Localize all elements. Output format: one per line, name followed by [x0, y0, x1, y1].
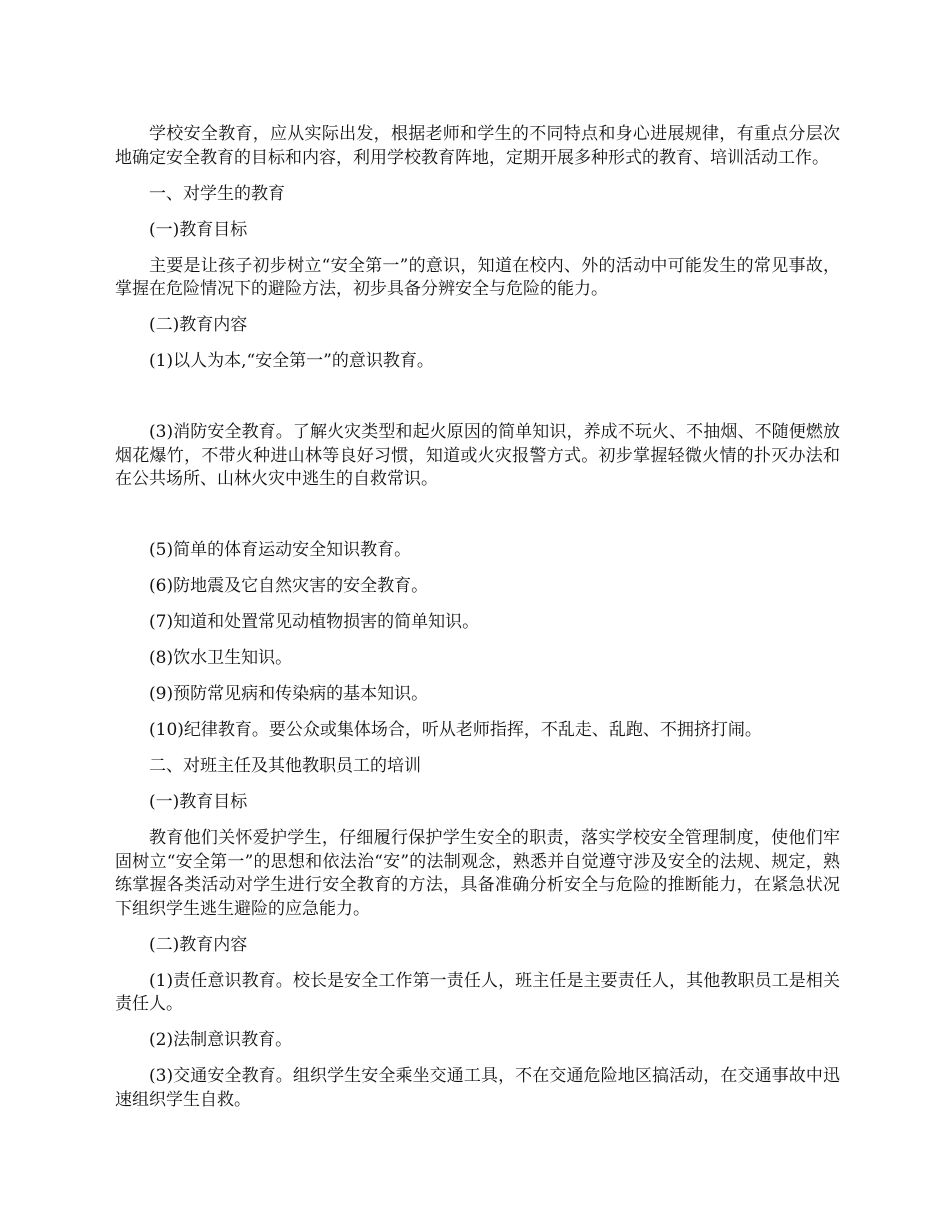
subheading-goals: (一)教育目标	[149, 219, 248, 240]
list-item: (5)简单的体育运动安全知识教育。	[149, 540, 412, 560]
subheading-content: (二)教育内容	[149, 315, 248, 335]
document-body	[115, 123, 840, 1125]
list-item: (3)消防安全教育。了解火灾类型和起火原因的简单知识，养成不玩火、不抽烟、不随便燃放烟花爆竹，不带火种进山林等良好习惯，知道或火灾报警方式。初步掌握轻微火情的扑灭办法和在公共场所、山林火灾中逃生的自救常识。	[115, 422, 840, 489]
list-item: (10)纪律教育。要公众或集体场合，听从老师指挥，不乱走、乱跑、不拥挤打闹。	[149, 720, 762, 740]
subheading-content: (二)教育内容	[149, 934, 248, 955]
list-item: (6)防地震及它自然灾害的安全教育。	[149, 576, 429, 596]
list-item: (8)饮水卫生知识。	[149, 648, 293, 668]
paragraph-staff-goals: 教育他们关怀爱护学生，仔细履行保护学生安全的职责，落实学校安全管理制度，使他们牢固树立“安全第一”的思想和依法治“安”的法制观念，熟悉并自觉遵守涉及安全的法规、规定，熟练掌握各类活动对学生进行安全教育的方法，具备准确分析安全与危险的推断能力，在紧急状况下组织学生逃生避险的应急能力。	[115, 828, 840, 919]
paragraph-student-goals: 主要是让孩子初步树立“安全第一”的意识，知道在校内、外的活动中可能发生的常见事故，掌握在危险情况下的避险方法，初步具备分辨安全与危险的能力。	[115, 255, 840, 299]
list-item: (1)以人为本,“安全第一”的意识教育。	[149, 351, 434, 371]
list-item: (9)预防常见病和传染病的基本知识。	[149, 684, 429, 704]
subheading-goals: (一)教育目标	[149, 792, 248, 812]
intro-paragraph: 学校安全教育，应从实际出发，根据老师和学生的不同特点和身心进展规律，有重点分层次地确定安全教育的目标和内容，利用学校教育阵地，定期开展多种形式的教育、培训活动工作。	[115, 124, 840, 168]
list-item: (7)知道和处置常见动植物损害的简单知识。	[149, 612, 480, 632]
section-heading-staff: 二、对班主任及其他教职员工的培训	[149, 756, 421, 776]
list-item: (1)责任意识教育。校长是安全工作第一责任人，班主任是主要责任人，其他教职员工是相关责任人。	[115, 970, 840, 1014]
list-item: (2)法制意识教育。	[149, 1030, 293, 1050]
section-heading-students: 一、对学生的教育	[149, 183, 285, 204]
blank-gap	[115, 386, 840, 421]
list-item: (3)交通安全教育。组织学生安全乘坐交通工具，不在交通危险地区搞活动，在交通事故中迅速组织学生自救。	[115, 1066, 840, 1110]
blank-gap	[115, 504, 840, 539]
